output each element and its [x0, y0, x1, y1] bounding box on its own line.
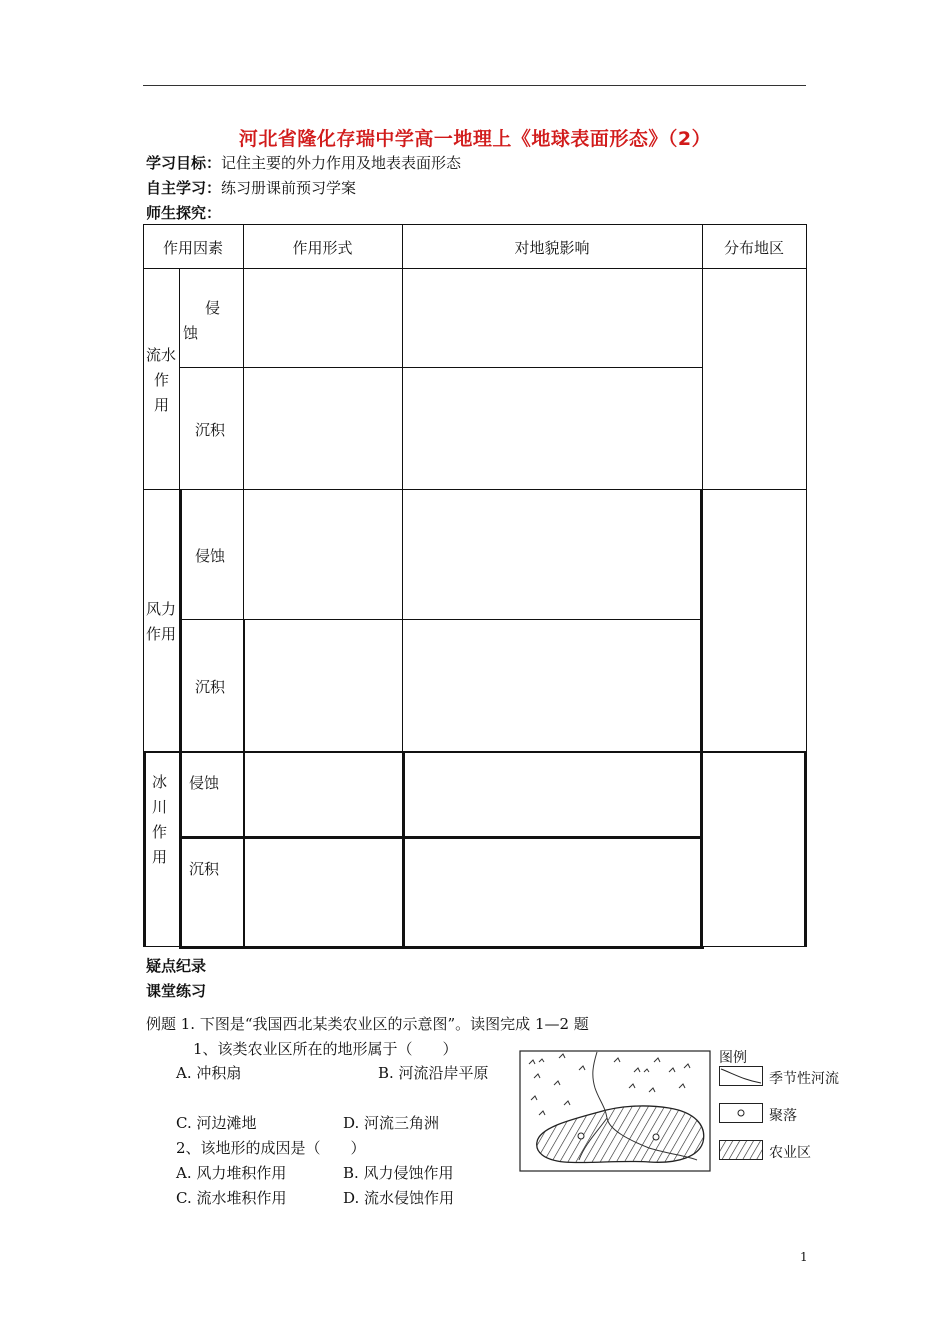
practice-heading: 课堂练习 — [146, 982, 207, 1000]
q2-option-a: A. 风力堆积作用 — [176, 1164, 287, 1182]
glacier-erosion-label: 侵蚀 — [189, 774, 220, 792]
farm-area-map — [519, 1050, 711, 1172]
q1-option-a: A. 冲积扇 — [176, 1064, 242, 1082]
farm-legend-icon — [719, 1140, 763, 1160]
header-impact: 对地貌影响 — [514, 239, 590, 257]
learning-goal — [146, 152, 461, 173]
q1-option-d: D. 河流三角洲 — [343, 1114, 440, 1132]
settlement-mark — [578, 1133, 584, 1139]
river-legend-icon — [719, 1066, 763, 1086]
group-glacier: 冰 川 作 用 — [152, 773, 168, 866]
q2-option-b: B. 风力侵蚀作用 — [343, 1164, 454, 1182]
glacier-deposition-label: 沉积 — [189, 860, 220, 878]
legend-river: 季节性河流 — [769, 1071, 839, 1087]
self-study — [146, 177, 356, 198]
water-erosion-label: 侵 蚀 — [183, 299, 221, 342]
goal-text: 记住主要的外力作用及地表表面形态 — [221, 154, 462, 172]
legend-farm: 农业区 — [769, 1145, 811, 1161]
self-study-text: 练习册课前预习学案 — [221, 179, 357, 197]
q1-option-c: C. 河边滩地 — [176, 1114, 257, 1132]
example-stem: 例题 1. 下图是“我国西北某类农业区的示意图”。读图完成 1—2 题 — [146, 1015, 589, 1033]
water-deposition-label: 沉积 — [195, 421, 226, 439]
group-water: 流水 作 用 — [146, 346, 177, 414]
q1-option-b: B. 河流沿岸平原 — [378, 1064, 489, 1082]
page-title: 河北省隆化存瑞中学高一地理上《地球表面形态》（2） — [238, 128, 712, 150]
header-rule — [143, 85, 806, 86]
header-region: 分布地区 — [723, 239, 784, 257]
wind-erosion-label: 侵蚀 — [195, 547, 226, 565]
q2-option-c: C. 流水堆积作用 — [176, 1189, 287, 1207]
settlement-legend-icon — [719, 1103, 763, 1123]
q1-stem: 1、该类农业区所在的地形属于（ ） — [193, 1040, 458, 1058]
goal-label: 学习目标： — [146, 154, 222, 172]
doubts-heading: 疑点纪录 — [146, 957, 207, 975]
header-factor: 作用因素 — [162, 239, 223, 257]
settlement-mark — [653, 1134, 659, 1140]
group-wind: 风力 作用 — [146, 600, 177, 643]
legend-settlement: 聚落 — [769, 1108, 797, 1124]
self-study-label: 自主学习： — [146, 179, 222, 197]
q2-stem: 2、该地形的成因是（ ） — [176, 1139, 366, 1157]
q2-option-d: D. 流水侵蚀作用 — [343, 1189, 455, 1207]
wind-deposition-label: 沉积 — [195, 678, 226, 696]
legend-title: 图例 — [719, 1050, 747, 1066]
explore-label: 师生探究： — [146, 204, 222, 222]
page-number: 1 — [800, 1250, 808, 1264]
explore — [146, 202, 221, 223]
header-form: 作用形式 — [292, 239, 353, 257]
